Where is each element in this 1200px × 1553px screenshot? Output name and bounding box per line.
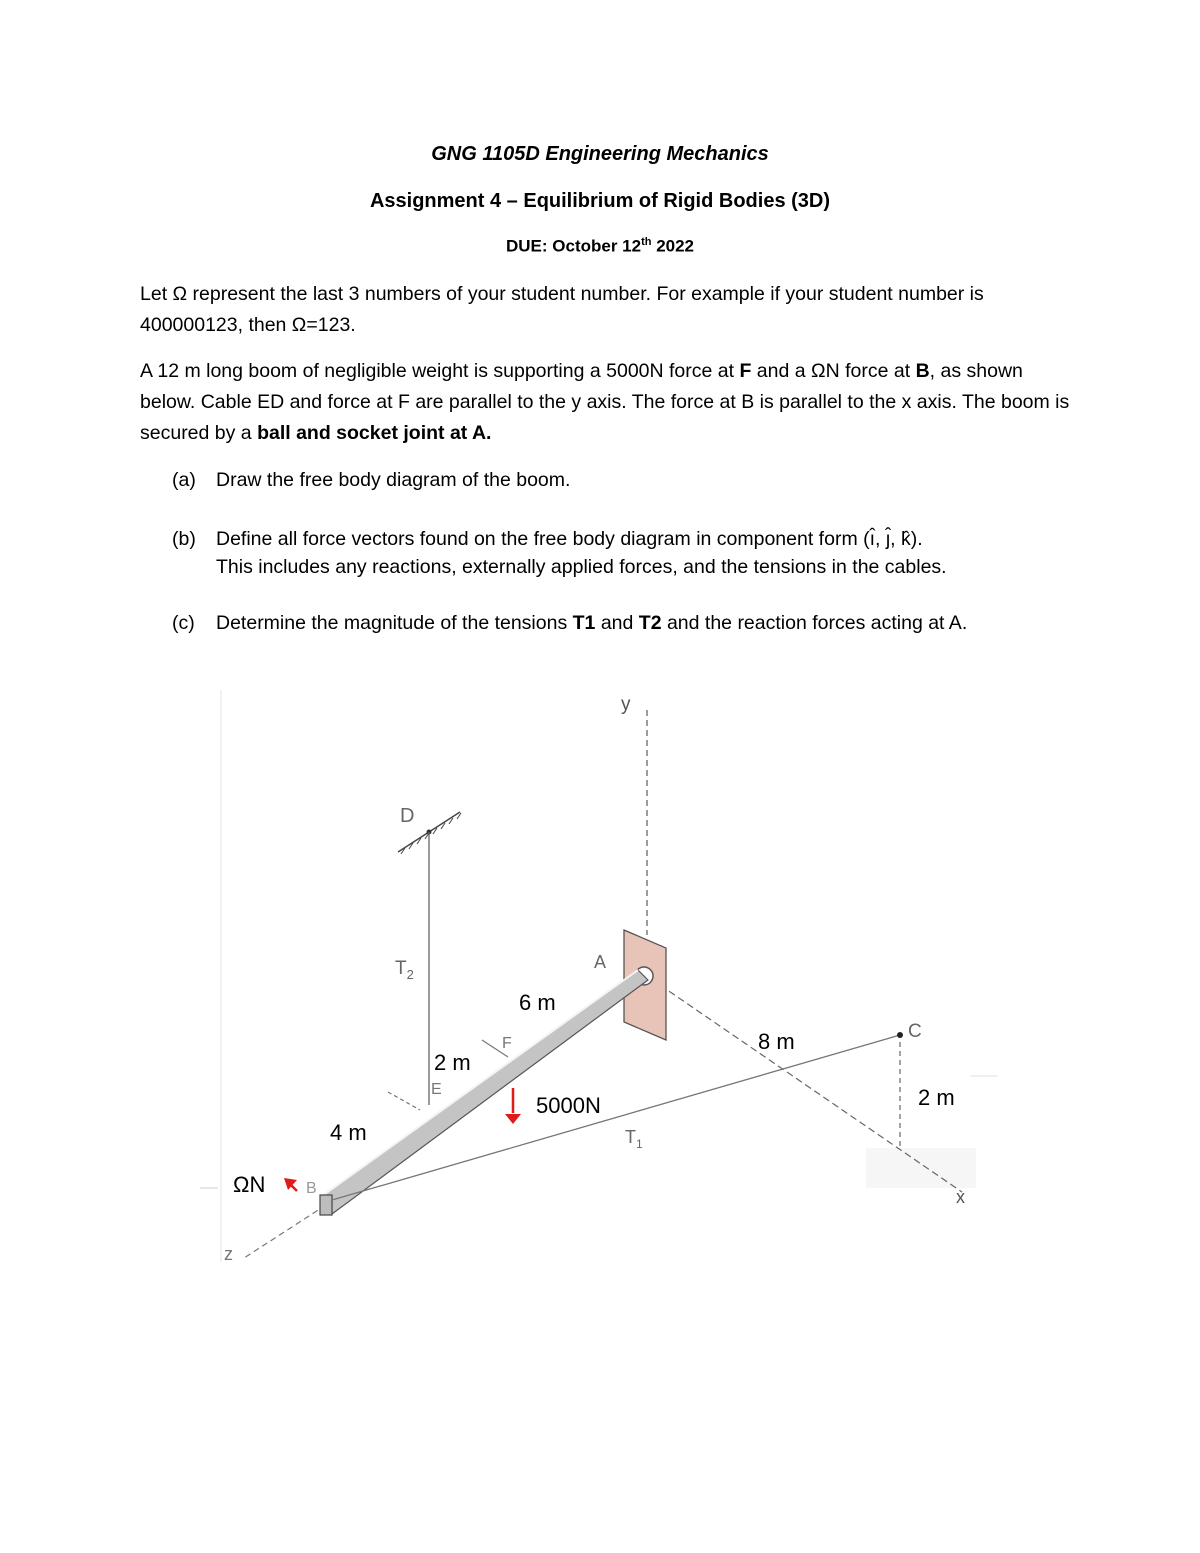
force-5000-label: 5000N bbox=[536, 1093, 601, 1118]
question-c-text-2: and the reaction forces acting at A. bbox=[661, 612, 968, 634]
question-c-and: and bbox=[595, 612, 639, 634]
point-d-label: D bbox=[400, 805, 415, 827]
x-axis-line bbox=[660, 985, 962, 1192]
tension-t1-main: T bbox=[625, 1127, 636, 1147]
problem-text-1: A 12 m long boom of negligible weight is supporting a 5000N force at bbox=[140, 360, 740, 382]
dim-2m-c: 2 m bbox=[918, 1085, 955, 1110]
z-axis-line bbox=[244, 1205, 326, 1258]
tension-t2-sub: 2 bbox=[406, 967, 414, 982]
due-sup: th bbox=[641, 236, 652, 248]
force-5000-arrowhead bbox=[505, 1114, 521, 1124]
question-b-label: (b) bbox=[172, 528, 196, 550]
boom-end-b bbox=[320, 1195, 332, 1215]
cable-bc bbox=[332, 1035, 900, 1200]
point-f-label: F bbox=[502, 1035, 512, 1052]
course-title: GNG 1105D Engineering Mechanics bbox=[431, 143, 769, 165]
dim-6m: 6 m bbox=[519, 990, 556, 1015]
tension-t2-label bbox=[395, 958, 414, 982]
question-c-t1: T1 bbox=[572, 612, 596, 634]
problem-joint: ball and socket joint at A. bbox=[257, 422, 492, 444]
y-axis-label: y bbox=[621, 694, 631, 715]
problem-text-3: , as shown below. Cable ED and force at F are parallel to the y axis. The force at B is parallel to the x axis. The boom is secured by a bbox=[140, 360, 1070, 444]
intro-paragraph: Let Ω represent the last 3 numbers of your student number. For example if your student number is 400000123, then Ω=123. bbox=[140, 283, 984, 336]
assignment-title: Assignment 4 – Equilibrium of Rigid Bodies (3D) bbox=[369, 190, 831, 212]
question-b-text-2: This includes any reactions, externally applied forces, and the tensions in the cables. bbox=[216, 556, 947, 578]
question-a-text: Draw the free body diagram of the boom. bbox=[216, 469, 571, 491]
question-c-t2: T2 bbox=[638, 612, 662, 634]
point-c-dot bbox=[897, 1032, 903, 1038]
dim-8m: 8 m bbox=[758, 1029, 795, 1054]
point-a-label: A bbox=[594, 952, 607, 972]
point-c-label: C bbox=[908, 1021, 922, 1042]
dim-tick-e bbox=[388, 1092, 420, 1110]
problem-text-2: and a ΩN force at bbox=[751, 360, 916, 382]
problem-point-f: F bbox=[739, 360, 752, 382]
point-e-label: E bbox=[431, 1081, 442, 1098]
due-year: 2022 bbox=[651, 236, 695, 256]
tension-t2-main: T bbox=[395, 958, 407, 979]
boom-bar bbox=[322, 970, 648, 1214]
point-b-label: B bbox=[306, 1180, 317, 1197]
x-axis-label: x bbox=[956, 1187, 965, 1207]
figure-faint-patch bbox=[866, 1148, 976, 1188]
problem-point-b: B bbox=[915, 360, 930, 382]
boom-highlight bbox=[322, 970, 638, 1196]
dim-2m-boom: 2 m bbox=[434, 1050, 471, 1075]
question-c-label: (c) bbox=[172, 612, 195, 634]
force-omega-label: ΩN bbox=[233, 1172, 266, 1197]
tension-t1-label bbox=[625, 1127, 643, 1151]
question-b-text-1: Define all force vectors found on the free body diagram in component form (ı̂, ȷ̂, k̂). bbox=[216, 528, 923, 550]
z-axis-label: z bbox=[224, 1244, 233, 1264]
question-a-label: (a) bbox=[172, 469, 196, 491]
question-c-text-1: Determine the magnitude of the tensions bbox=[216, 612, 573, 634]
due-prefix: DUE: October 12 bbox=[505, 236, 642, 256]
tension-t1-sub: 1 bbox=[636, 1137, 643, 1151]
dim-4m: 4 m bbox=[330, 1120, 367, 1145]
